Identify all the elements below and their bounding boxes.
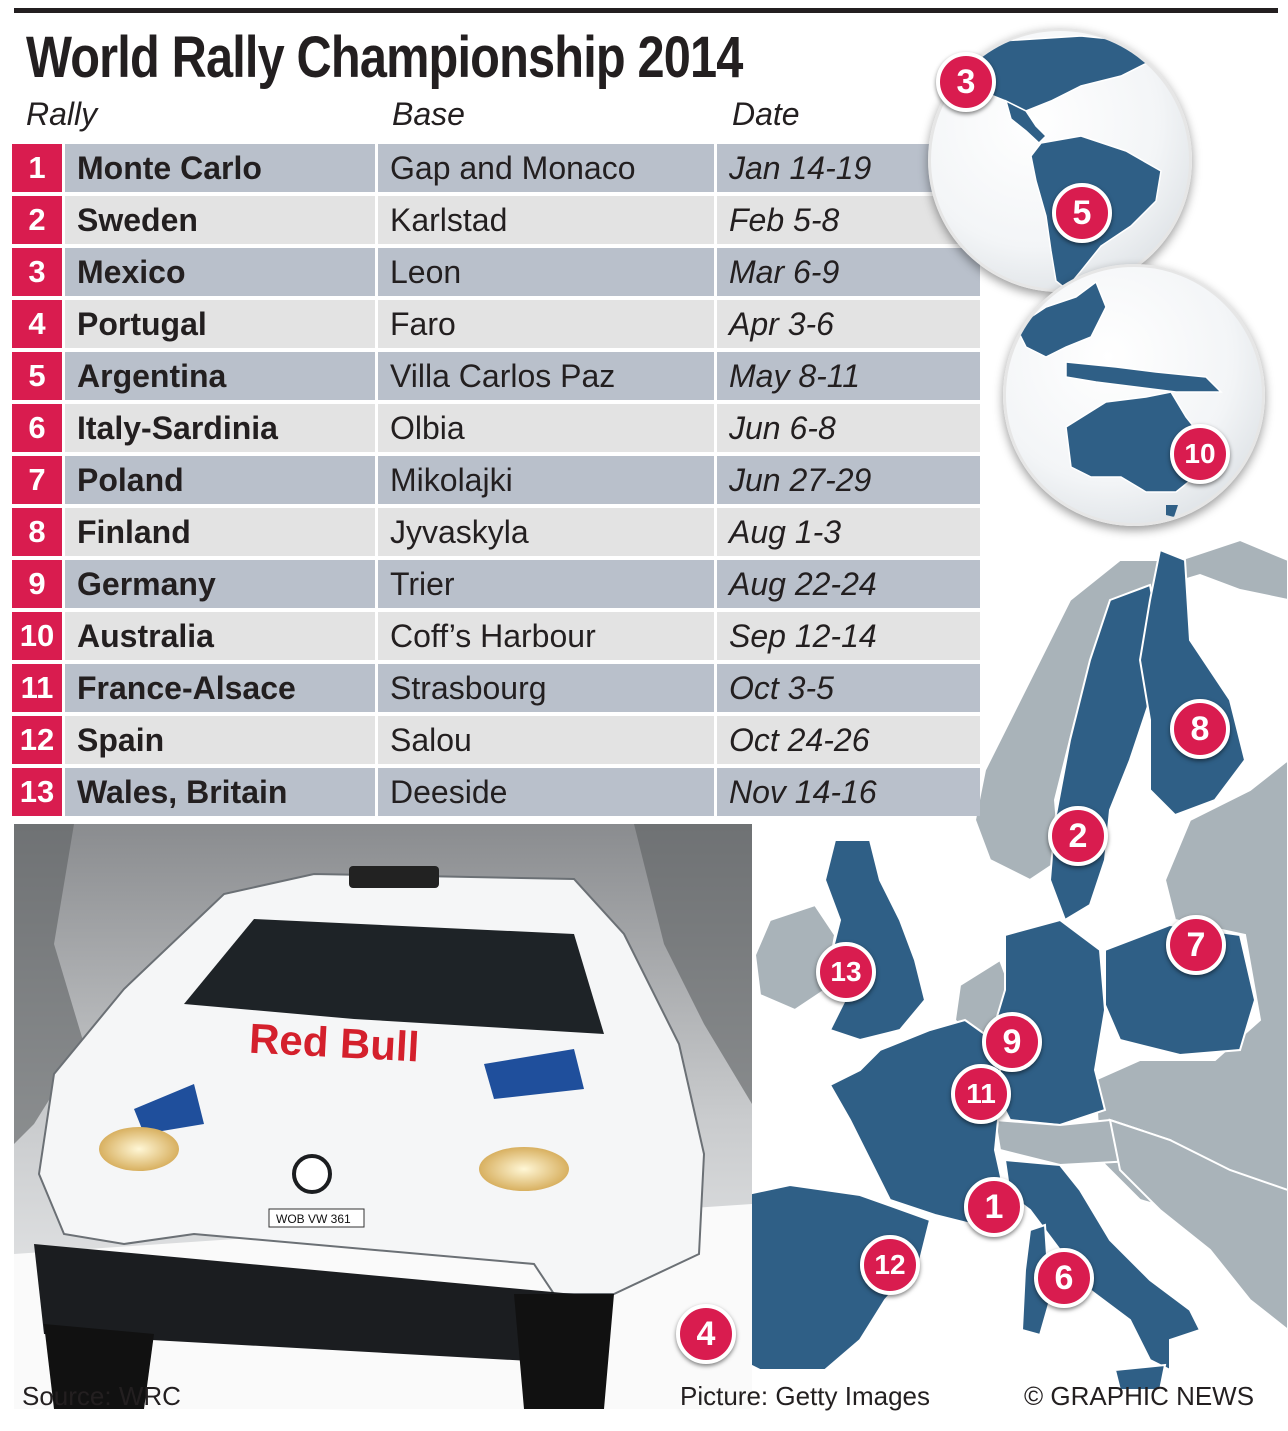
page-title: World Rally Championship 2014 xyxy=(26,25,743,90)
header-rally: Rally xyxy=(26,96,98,132)
oceania-map xyxy=(1006,267,1262,523)
rally-car-photo xyxy=(14,824,752,1409)
rally-date: Aug 22-24 xyxy=(717,560,980,608)
table-row xyxy=(12,662,980,714)
picture-credit: Picture: Getty Images xyxy=(680,1381,930,1411)
asia-land xyxy=(1016,282,1106,357)
rally-number: 13 xyxy=(12,768,62,816)
header-base: Base xyxy=(392,96,465,132)
rally-date: Sep 12-14 xyxy=(717,612,980,660)
rally-number: 6 xyxy=(12,404,62,452)
rally-number: 5 xyxy=(12,352,62,400)
marker-5: 5 xyxy=(1052,183,1112,243)
rally-number: 11 xyxy=(12,664,62,712)
rally-date: Jun 27-29 xyxy=(717,456,980,504)
rally-base: Faro xyxy=(378,300,714,348)
rally-base: Mikolajki xyxy=(378,456,714,504)
marker-11: 11 xyxy=(951,1064,1011,1124)
rally-name: Finland xyxy=(65,508,375,556)
britain-land xyxy=(825,840,925,1040)
rally-name: France-Alsace xyxy=(65,664,375,712)
rally-base: Trier xyxy=(378,560,714,608)
table-row xyxy=(12,402,980,454)
rally-name: Portugal xyxy=(65,300,375,348)
rally-number: 1 xyxy=(12,144,62,192)
marker-10: 10 xyxy=(1170,424,1230,484)
marker-4: 4 xyxy=(676,1304,736,1364)
table-row xyxy=(12,298,980,350)
source-credit: Source: WRC xyxy=(22,1381,181,1411)
rally-number: 3 xyxy=(12,248,62,296)
finland-land xyxy=(1140,550,1245,815)
rally-number: 8 xyxy=(12,508,62,556)
rally-base: Deeside xyxy=(378,768,714,816)
rally-base: Villa Carlos Paz xyxy=(378,352,714,400)
rally-name: Sweden xyxy=(65,196,375,244)
car-roof-scoop xyxy=(349,866,439,888)
indonesia-land xyxy=(1066,362,1221,392)
vw-logo xyxy=(294,1156,330,1192)
marker-1: 1 xyxy=(964,1177,1024,1237)
oceania-globe xyxy=(1003,264,1265,526)
rally-date: Mar 6-9 xyxy=(717,248,980,296)
publisher-credit: © GRAPHIC NEWS xyxy=(1024,1381,1255,1411)
rally-base: Salou xyxy=(378,716,714,764)
top-rule xyxy=(14,8,1278,13)
rally-name: Australia xyxy=(65,612,375,660)
car-headlight-left xyxy=(99,1127,179,1171)
marker-12: 12 xyxy=(860,1235,920,1295)
rally-number: 2 xyxy=(12,196,62,244)
rally-date: Apr 3-6 xyxy=(717,300,980,348)
rally-base: Strasbourg xyxy=(378,664,714,712)
rally-base: Coff’s Harbour xyxy=(378,612,714,660)
tasmania-land xyxy=(1166,505,1178,517)
table-row xyxy=(12,350,980,402)
rally-date: Aug 1-3 xyxy=(717,508,980,556)
table-row xyxy=(12,766,980,818)
rally-name: Wales, Britain xyxy=(65,768,375,816)
car-wheel-front-right xyxy=(514,1294,614,1409)
marker-8: 8 xyxy=(1170,699,1230,759)
marker-3: 3 xyxy=(936,52,996,112)
rally-name: Italy-Sardinia xyxy=(65,404,375,452)
table-row xyxy=(12,454,980,506)
header-date: Date xyxy=(732,96,800,132)
rally-number: 10 xyxy=(12,612,62,660)
table-row xyxy=(12,194,980,246)
car-sponsor-text: Red Bull xyxy=(247,1014,421,1071)
rally-table xyxy=(12,142,980,818)
rally-name: Spain xyxy=(65,716,375,764)
rally-name: Monte Carlo xyxy=(65,144,375,192)
car-plate-text: WOB VW 361 xyxy=(276,1212,351,1226)
marker-7: 7 xyxy=(1166,915,1226,975)
rally-date: Jun 6-8 xyxy=(717,404,980,452)
rally-base: Olbia xyxy=(378,404,714,452)
marker-2: 2 xyxy=(1048,806,1108,866)
table-row xyxy=(12,714,980,766)
rally-date: Jan 14-19 xyxy=(717,144,980,192)
rally-base: Karlstad xyxy=(378,196,714,244)
rally-name: Germany xyxy=(65,560,375,608)
table-row xyxy=(12,246,980,298)
rally-date: Oct 24-26 xyxy=(717,716,980,764)
rally-number: 12 xyxy=(12,716,62,764)
car-headlight-right xyxy=(479,1147,569,1191)
rally-base: Gap and Monaco xyxy=(378,144,714,192)
rally-date: Feb 5-8 xyxy=(717,196,980,244)
rally-date: Nov 14-16 xyxy=(717,768,980,816)
marker-9: 9 xyxy=(982,1012,1042,1072)
rally-number: 7 xyxy=(12,456,62,504)
marker-13: 13 xyxy=(816,942,876,1002)
rally-number: 9 xyxy=(12,560,62,608)
rally-number: 4 xyxy=(12,300,62,348)
marker-6: 6 xyxy=(1034,1248,1094,1308)
rally-name: Poland xyxy=(65,456,375,504)
table-row xyxy=(12,142,980,194)
rally-name: Mexico xyxy=(65,248,375,296)
rally-base: Jyvaskyla xyxy=(378,508,714,556)
rally-date: May 8-11 xyxy=(717,352,980,400)
rally-base: Leon xyxy=(378,248,714,296)
table-row xyxy=(12,558,980,610)
rally-car-illustration xyxy=(14,824,752,1409)
rally-date: Oct 3-5 xyxy=(717,664,980,712)
table-row xyxy=(12,506,980,558)
table-row xyxy=(12,610,980,662)
rally-name: Argentina xyxy=(65,352,375,400)
